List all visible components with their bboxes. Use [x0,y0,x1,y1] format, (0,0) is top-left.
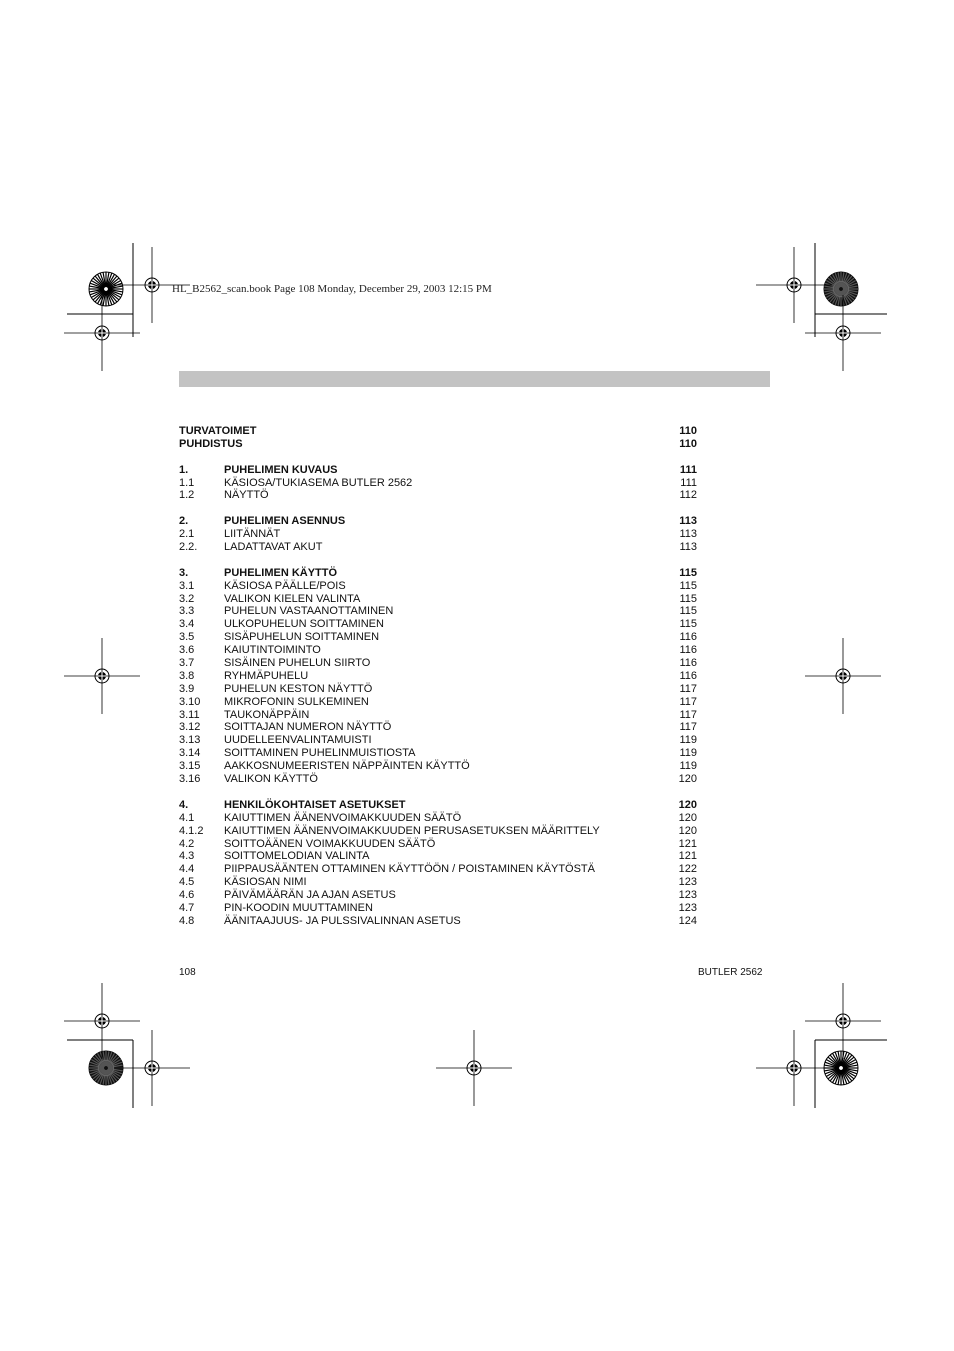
toc-page-number: 117 [679,682,697,695]
toc-number: 4.8 [179,914,195,927]
toc-page-number: 117 [679,721,697,734]
toc-entry [179,696,697,709]
toc-number: 4.7 [179,901,195,914]
toc-number: 3.16 [179,773,201,786]
toc-page-number: 123 [678,876,697,889]
toc-entry [179,825,697,838]
toc-page-number: 113 [679,541,697,554]
toc-title: PUHELIMEN KUVAUS [224,463,338,476]
toc-title: ULKOPUHELUN SOITTAMINEN [224,618,384,631]
toc-title: VALIKON KIELEN VALINTA [224,592,361,605]
toc-number: 3.11 [179,708,200,721]
toc-entry [179,528,697,541]
toc-entry [179,850,697,863]
toc-number: 3.6 [179,644,195,657]
toc-page-number: 111 [679,463,697,476]
toc-page-number: 115 [679,592,697,605]
toc-section-heading [179,464,697,477]
toc-number: 3.1 [179,579,195,592]
toc-title: KAIUTTIMEN ÄÄNENVOIMAKKUUDEN SÄÄTÖ [224,811,462,824]
toc-number: 4.6 [179,889,195,902]
toc-page-number: 124 [678,914,697,927]
toc-number: 3.12 [179,721,201,734]
toc-title: PUHELUN VASTAANOTTAMINEN [224,605,394,618]
toc-number: 4. [179,798,189,811]
toc-page-number: 116 [679,644,697,657]
toc-number: 4.1 [179,811,195,824]
toc-entry [179,541,697,554]
toc-number: 4.1.2 [179,824,204,837]
toc-number: 3.4 [179,618,195,631]
toc-number: 3.13 [179,734,201,747]
toc-number: 3.2 [179,592,195,605]
header-bar [179,371,770,387]
toc-entry [179,631,697,644]
toc-spacer [179,502,697,515]
toc-page-number: 117 [679,695,697,708]
toc-title: KÄSIOSAN NIMI [224,876,307,889]
toc-entry [179,657,697,670]
toc-entry [179,889,697,902]
toc-title: LADATTAVAT AKUT [224,541,323,554]
toc-page-number: 112 [679,489,697,502]
toc-page-number: 123 [678,889,697,902]
toc-number: 1. [179,463,189,476]
toc-entry [179,670,697,683]
toc-page-number: 119 [679,760,697,773]
toc-title: KÄSIOSA/TUKIASEMA BUTLER 2562 [224,476,413,489]
toc-number: 3.7 [179,657,195,670]
toc-title: PÄIVÄMÄÄRÄN JA AJAN ASETUS [224,889,396,902]
toc-number: 3. [179,566,189,579]
toc-page-number: 117 [679,708,697,721]
toc-page-number: 115 [679,579,697,592]
toc-entry [179,425,697,438]
toc-entry [179,618,697,631]
toc-title: SISÄPUHELUN SOITTAMINEN [224,631,380,644]
toc-title: ÄÄNITAAJUUS- JA PULSSIVALINNAN ASETUS [224,914,461,927]
toc-entry [179,734,697,747]
toc-entry [179,863,697,876]
toc-entry [179,760,697,773]
toc-page-number: 116 [679,657,697,670]
toc-title: PIIPPAUSÄÄNTEN OTTAMINEN KÄYTTÖÖN / POISTAMINEN KÄYTÖSTÄ [224,863,595,876]
toc-page-number: 110 [679,437,697,450]
toc-number: 2.1 [179,528,195,541]
toc-entry [179,721,697,734]
toc-page-number: 115 [679,618,697,631]
toc-page-number: 119 [679,747,697,760]
toc-title: AAKKOSNUMEERISTEN NÄPPÄINTEN KÄYTTÖ [224,760,470,773]
toc-entry [179,838,697,851]
toc-page-number: 110 [679,425,697,437]
toc-section-heading [179,567,697,580]
toc-page-number: 119 [679,734,697,747]
toc-title: MIKROFONIN SULKEMINEN [224,695,369,708]
toc-number: 4.2 [179,837,195,850]
toc-page-number: 116 [679,669,697,682]
toc-entry [179,902,697,915]
toc-title: PIN-KOODIN MUUTTAMINEN [224,901,373,914]
toc-title: RYHMÄPUHELU [224,669,309,682]
toc-number: 3.15 [179,760,201,773]
toc-title: SOITTOMELODIAN VALINTA [224,850,370,863]
toc-title: NÄYTTÖ [224,489,269,502]
toc-title: SOITTAJAN NUMERON NÄYTTÖ [224,721,392,734]
toc-page-number: 116 [679,631,697,644]
toc-title: SOITTAMINEN PUHELINMUISTIOSTA [224,747,416,760]
toc-title: PUHELIMEN ASENNUS [224,515,346,528]
toc-title: SISÄINEN PUHELUN SIIRTO [224,657,371,670]
product-name: BUTLER 2562 [698,967,763,978]
toc-title: SOITTOÄÄNEN VOIMAKKUUDEN SÄÄTÖ [224,837,436,850]
toc-page-number: 111 [680,476,697,489]
toc-title: TAUKONÄPPÄIN [224,708,310,721]
toc-number: 2.2. [179,541,198,554]
toc-entry [179,605,697,618]
toc-title: KAIUTINTOIMINTO [224,644,321,657]
toc-number: 3.3 [179,605,195,618]
toc-number: 3.5 [179,631,195,644]
toc-entry [179,683,697,696]
print-header: HL_B2562_scan.book Page 108 Monday, December 29, 2003 12:15 PM [172,283,492,295]
toc-number: 3.9 [179,682,195,695]
toc-number: 3.14 [179,747,201,760]
toc-title: TURVATOIMET [179,425,257,437]
toc-entry [179,747,697,760]
toc-entry [179,915,697,928]
toc-number: 4.4 [179,863,195,876]
toc-title: HENKILÖKOHTAISET ASETUKSET [224,798,406,811]
toc-spacer [179,451,697,464]
toc-title: PUHELIMEN KÄYTTÖ [224,566,338,579]
toc-title: KÄSIOSA PÄÄLLE/POIS [224,579,346,592]
toc-entry [179,644,697,657]
toc-entry [179,876,697,889]
toc-entry [179,709,697,722]
toc-title: PUHDISTUS [179,437,243,450]
toc-page-number: 120 [678,798,697,811]
toc-page-number: 113 [679,528,697,541]
toc-section-heading [179,799,697,812]
toc-entry [179,773,697,786]
toc-number: 4.5 [179,876,195,889]
toc-number: 4.3 [179,850,195,863]
toc-entry [179,812,697,825]
toc-section-heading [179,515,697,528]
toc-title: UUDELLEENVALINTAMUISTI [224,734,372,747]
toc-entry [179,593,697,606]
toc-page-number: 121 [678,850,697,863]
toc-number: 1.2 [179,489,195,502]
toc-title: LIITÄNNÄT [224,528,281,541]
toc-title: PUHELUN KESTON NÄYTTÖ [224,682,373,695]
toc-entry [179,580,697,593]
toc-title: VALIKON KÄYTTÖ [224,773,318,786]
toc-page-number: 120 [678,824,697,837]
toc-number: 3.10 [179,695,201,708]
table-of-contents [179,425,697,928]
toc-page-number: 122 [678,863,697,876]
toc-spacer [179,554,697,567]
toc-page-number: 121 [678,837,697,850]
toc-number: 1.1 [179,476,195,489]
page-number: 108 [179,967,196,978]
toc-title: KAIUTTIMEN ÄÄNENVOIMAKKUUDEN PERUSASETUKSEN MÄÄRITTELY [224,824,600,837]
toc-number: 3.8 [179,669,195,682]
toc-entry [179,438,697,451]
toc-page-number: 115 [679,566,697,579]
toc-entry [179,477,697,490]
toc-page-number: 120 [678,811,697,824]
toc-entry [179,489,697,502]
toc-page-number: 113 [679,515,697,528]
toc-number: 2. [179,515,189,528]
toc-spacer [179,786,697,799]
toc-page-number: 123 [678,901,697,914]
toc-page-number: 115 [679,605,697,618]
toc-page-number: 120 [678,773,697,786]
